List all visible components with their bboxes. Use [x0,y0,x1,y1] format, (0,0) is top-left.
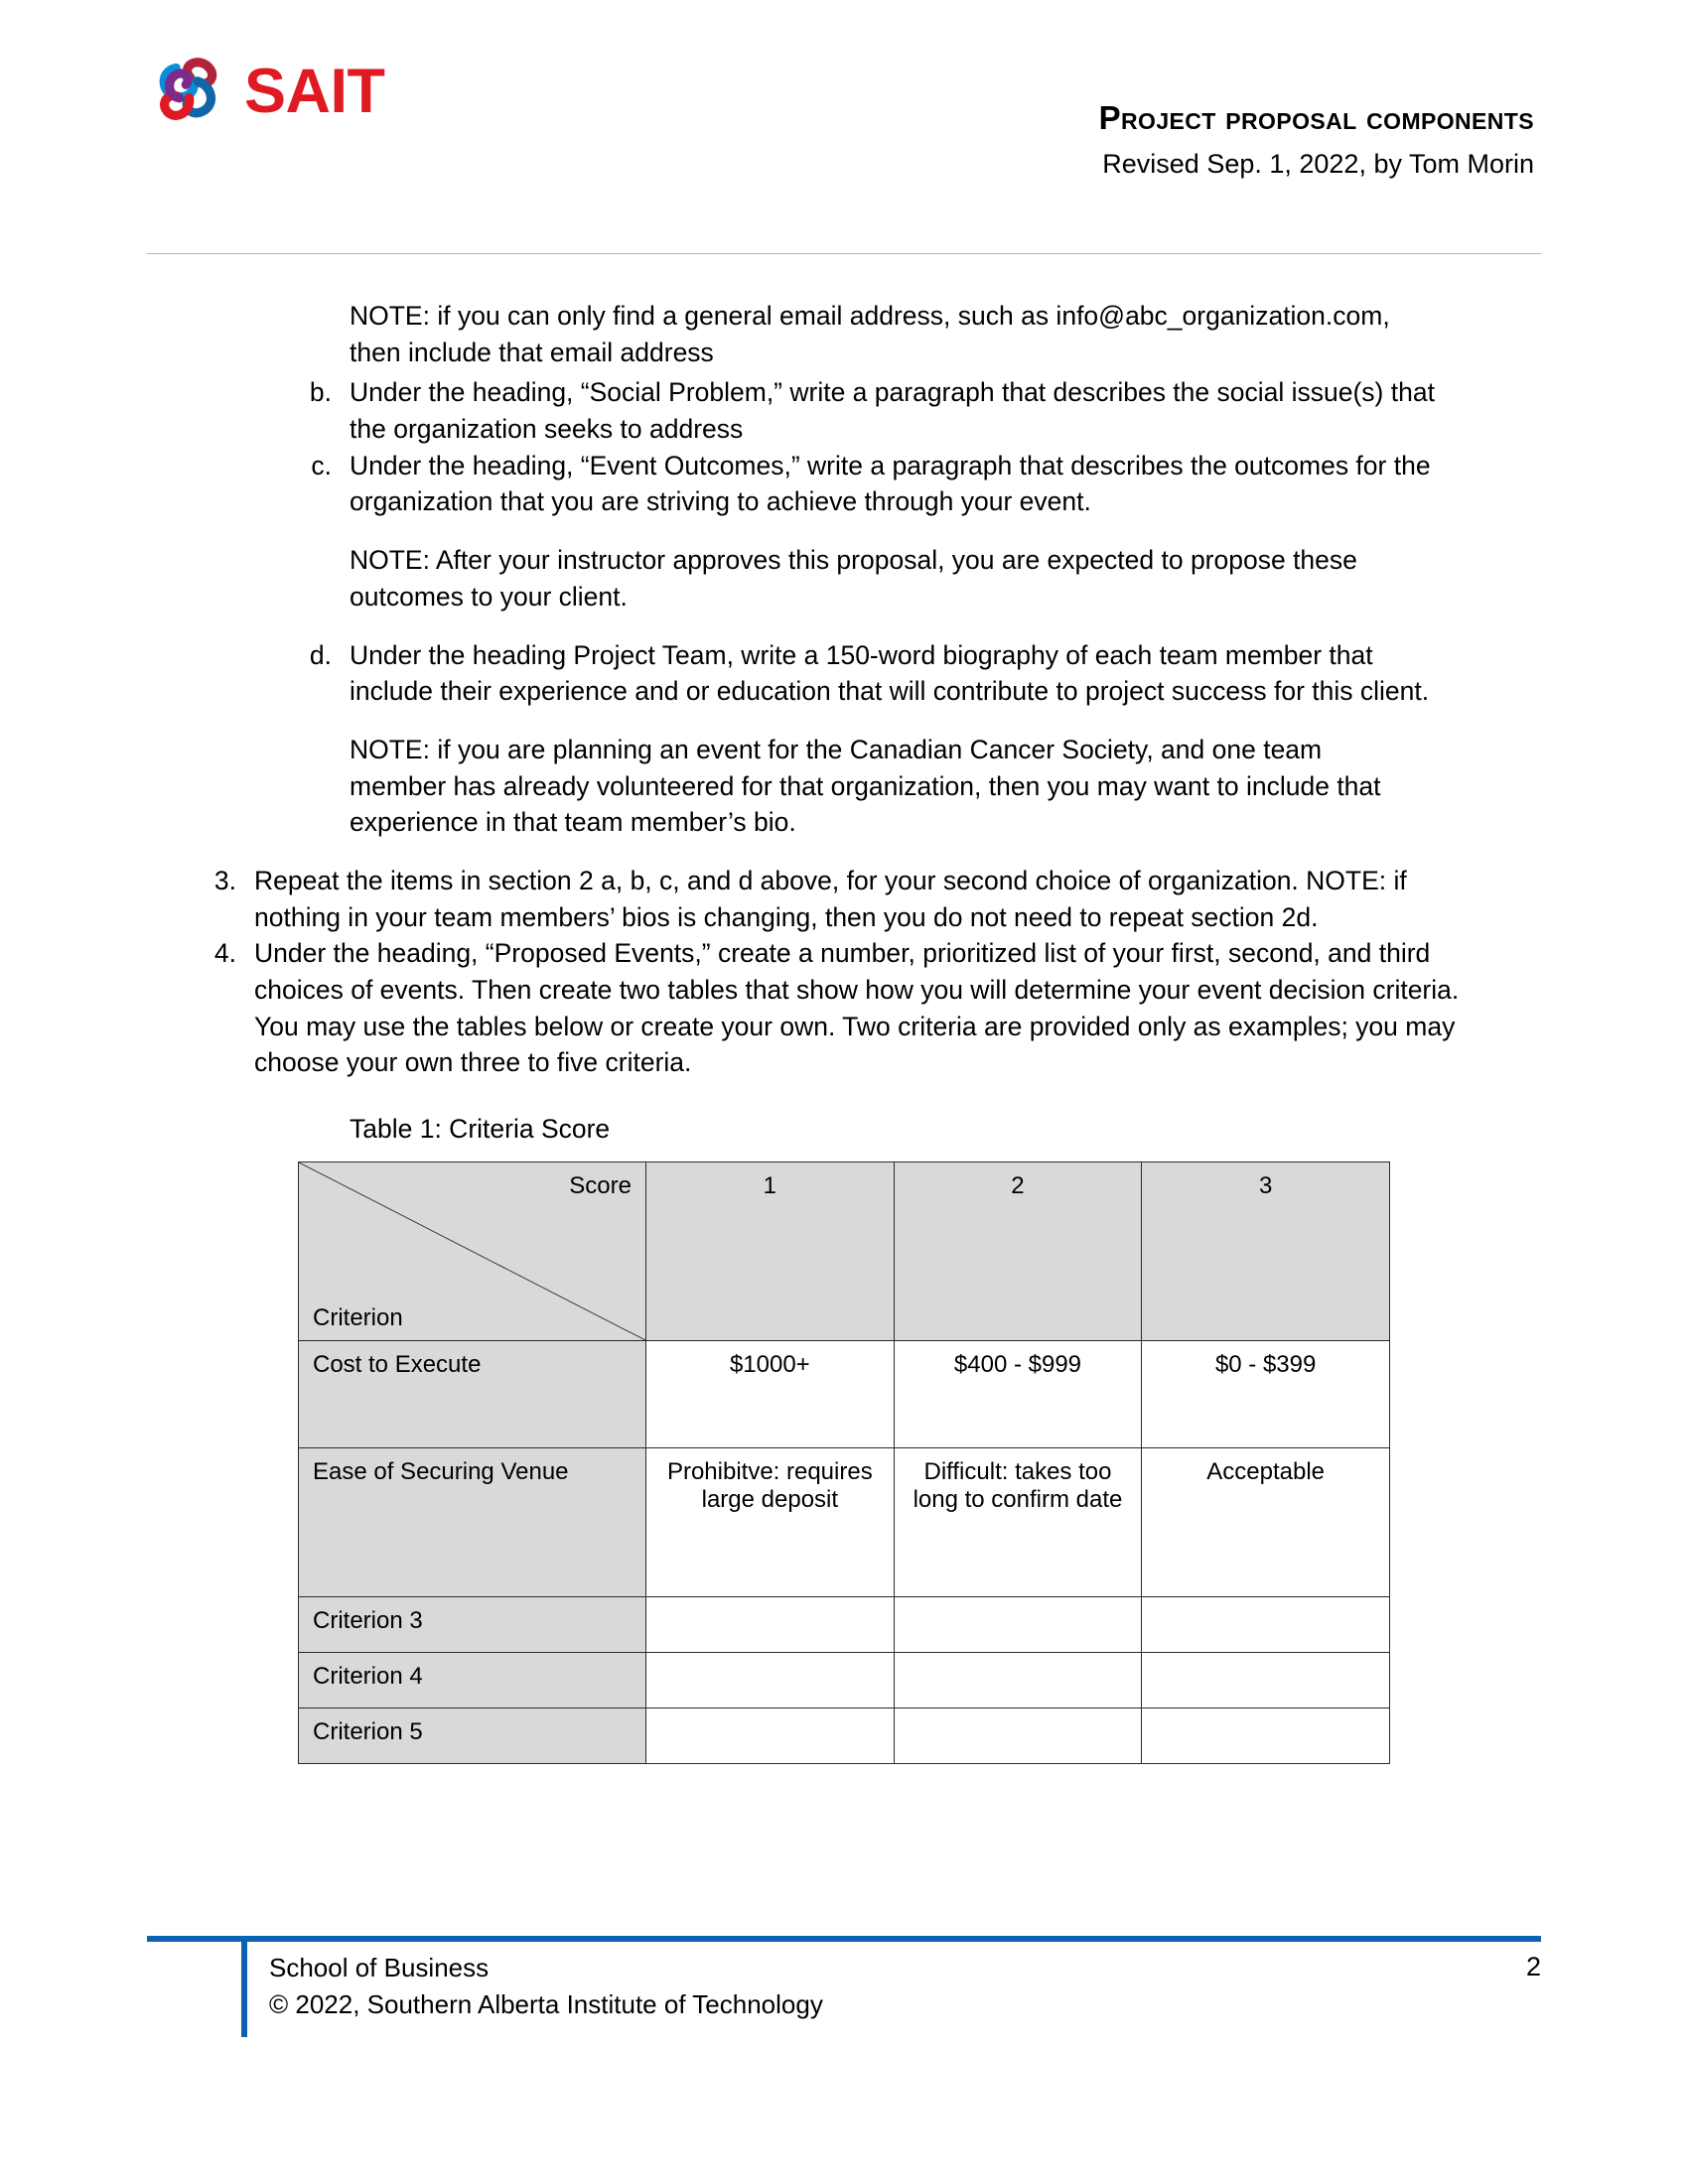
footer-copyright: © 2022, Southern Alberta Institute of Technology [269,1988,823,2019]
row-label-criterion-4: Criterion 4 [299,1652,646,1707]
table-header-score-2: 2 [894,1161,1142,1340]
list-marker-c: c. [311,450,332,480]
list-text-3: Repeat the items in section 2 a, b, c, and d above, for your second choice of organization. NOTE: if nothing in your team members’ bios is changing, then you do not need to repeat section 2d. [254,865,1407,932]
table-header-score-3: 3 [1142,1161,1390,1340]
table-body [299,1340,1390,1763]
list-marker-3: 3. [213,865,236,895]
corner-criterion-label: Criterion [313,1303,403,1331]
cell-criterion3-score-1 [646,1596,895,1652]
list-item-3 [189,863,1489,935]
corner-score-label: Score [569,1171,632,1199]
row-label-cost-to-execute: Cost to Execute [299,1340,646,1447]
cell-criterion3-score-2 [894,1596,1142,1652]
table-caption: Table 1: Criteria Score [350,1114,611,1145]
cell-venue-score-1: Prohibitve: requires large deposit [646,1447,895,1596]
page-number: 2 [1525,1952,1541,1981]
cell-criterion4-score-1 [646,1652,895,1707]
footer-school: School of Business [269,1953,490,1982]
row-label-ease-of-securing-venue: Ease of Securing Venue [299,1447,646,1596]
cell-cost-score-1: $1000+ [646,1340,895,1447]
list-text-d: Under the heading Project Team, write a 150-word biography of each team member that include their experience and or education that will contribute to project success for this client. [350,639,1430,707]
page-header [0,0,1688,258]
header-divider [147,253,1541,254]
cell-criterion5-score-2 [894,1707,1142,1763]
list-marker-4: 4. [213,938,236,969]
list-item-d [298,637,1448,710]
table-head [299,1161,1390,1340]
list-text-c: Under the heading, “Event Outcomes,” write a paragraph that describes the outcomes for the organization that you are striving to achieve through your event. [350,450,1431,517]
cell-venue-score-2: Difficult: takes too long to confirm date [894,1447,1142,1596]
footer-content [147,1942,1541,2037]
sait-logo [151,50,385,133]
page-footer [147,1936,1541,2037]
list-item-4 [189,935,1489,1081]
cell-criterion5-score-3 [1142,1707,1390,1763]
cell-criterion3-score-3 [1142,1596,1390,1652]
header-title-block [1099,101,1534,179]
criteria-score-table [298,1161,1390,1764]
cell-criterion4-score-3 [1142,1652,1390,1707]
page-title: project proposal components [1098,99,1534,136]
row-label-criterion-5: Criterion 5 [299,1707,646,1763]
table-row [299,1652,1390,1707]
sait-logo-wordmark: SAIT [244,56,385,126]
table-header-score-1: 1 [646,1161,895,1340]
note-instructor-approval: NOTE: After your instructor approves this proposal, you are expected to propose these outcomes to your client. [350,545,1357,612]
table-row [299,1447,1390,1596]
numbered-list [189,863,1489,1081]
table-corner-cell [299,1161,646,1340]
footer-text-block [247,1942,823,2023]
table-row [299,1596,1390,1652]
row-label-criterion-3: Criterion 3 [299,1596,646,1652]
sait-knot-logo-icon [151,50,234,133]
table-row [299,1707,1390,1763]
cell-venue-score-3: Acceptable [1142,1447,1390,1596]
table-header-row [299,1161,1390,1340]
cell-cost-score-2: $400 - $999 [894,1340,1142,1447]
list-item-b [298,374,1448,447]
alpha-list-d [298,637,1448,710]
page-subtitle: Revised Sep. 1, 2022, by Tom Morin [1102,148,1534,179]
cell-criterion5-score-1 [646,1707,895,1763]
document-body [0,298,1688,1764]
note-cancer-society: NOTE: if you are planning an event for the Canadian Cancer Society, and one team member has already volunteered for that organization, then you may want to include that experience in that team member’s bio. [350,734,1381,838]
cell-cost-score-3: $0 - $399 [1142,1340,1390,1447]
note-general-email: NOTE: if you can only find a general email address, such as info@abc_organization.com, then include that email address [350,301,1390,367]
list-marker-d: d. [309,639,332,670]
table-row [299,1340,1390,1447]
alpha-list [298,374,1448,520]
list-text-4: Under the heading, “Proposed Events,” create a number, prioritized list of your first, second, and third choices of events. Then create two tables that show how you will determine your event decision criteria. You may use the tables below or create your own. Two criteria are provided only as examples; you may choose your own three to five criteria. [254,938,1460,1078]
list-text-b: Under the heading, “Social Problem,” write a paragraph that describes the social issue(s) that the organization seeks to address [350,377,1435,445]
list-item-c [298,448,1448,520]
list-marker-b: b. [309,377,332,408]
cell-criterion4-score-2 [894,1652,1142,1707]
